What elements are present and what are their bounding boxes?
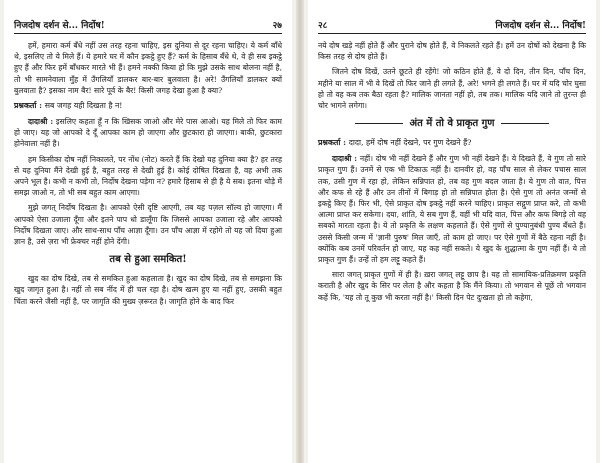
left-paragraph-4: मुझे जगत् निर्दोष दिखता है। आपको ऐसी दृष्टि आएगी, तब यह पज़ल सॉल्व हो जाएगा। मैं आपको ऐसा उजाला दूँगा और इतने पाप धो डालूँगा कि जिससे आपका उजाला रहे और आपको निर्दोष दिखता जाए। और साथ-साथ पाँच आज्ञा दूँगा। उन पाँच आज्ञा में रहोगे तो यह जो दिया हुआ ज्ञान है, उसे ज़रा भी फ्रेक्चर नहीं होने देंगी।	[14, 203, 282, 247]
dadashri-label: दादाश्री :	[332, 154, 358, 164]
dadashri-label: दादाश्री :	[28, 117, 54, 127]
right-header-title: निजदोष दर्शन से... निर्दोष!	[495, 21, 586, 31]
left-page	[4, 0, 292, 463]
left-page-number: २७	[272, 21, 282, 31]
right-section-title	[318, 116, 586, 132]
right-page	[308, 0, 596, 463]
answer-text: इसलिए कहता हूँ न कि खिसक जाओ और मेरे पास आओ। यह मिले तो फिर काम हो जाए। यह जो आपको दे दूँ आपका काम हो जाएगा और छुटकारा हो जाएगा। बाकी, छुटकारा होनेवाला नहीं है।	[14, 117, 282, 149]
answer-text: नहीं। दोष भी नहीं देखने हैं और गुण भी नहीं देखने हैं। ये दिखते हैं, वे गुण तो सारे प्राकृत गुण हैं। उनमें से एक भी टिकाऊ नहीं है। दानवीर हो, वह पाँच साल से लेकर पचास साल तक, उसी गुण में रहा हो, लेकिन सन्निपात हो, तब वह गुण बदल जाता है। ये गुण तो वात, पित्त और कफ से रहे हैं और उन तीनों में बिगाड़ हो तो सन्निपात होता है। ऐसे गुण तो अनंत जन्मों से इकट्ठे किए हैं। फिर भी, ऐसे प्राकृत दोष इकट्ठे नहीं करने चाहिए। प्राकृत सद्गुण प्राप्त करे, तो कभी आत्मा प्राप्त कर सकेगा। दया, शांति, ये सब गुण हैं, वहीं भी यदि वात, पित्त और कफ बिगड़े तो वह सबको मारता रहता है। ये तो प्रकृति के लक्षण कहलाते हैं। ऐसे गुणों से पुण्यानुबंधी पुण्य बँधते हैं। उससे किसी जन्म में 'ज्ञानी पुरुष' मिल जाएँ, तो काम हो जाए। पर ऐसे गुणों में बैठे रहना नहीं है। क्योंकि कब उनमें परिवर्तन हो जाए, यह कह नहीं सकते। ये खुद के शुद्धात्मा के गुण नहीं हैं। ये तो प्राकृत गुण हैं। उन्हें तो हम लट्टू कहते हैं।	[318, 154, 587, 265]
left-paragraph-1: हमें, हमारा कर्म बँधे नहीं उस तरह रहना चाहिए, इस दुनिया से दूर रहना चाहिए। ये कर्म बाँधे थे, इसलिए तो ये मिले हैं। ये हमारे घर में कौन इकट्ठे हुए हैं? कर्म के हिसाब बँधे थे, वे ही सब इकट्ठे हुए हैं और फिर हमें बाँधकर मारते भी हैं। हमने नक्की किया हो कि मुझे उसके साथ बोलना नहीं है, तो भी सामनेवाला मुँह में उँगलियाँ डालकर बार-बार बुलवाता है। अरे! उँगलियाँ डालकर क्यों बुलवाता है? इसका नाम बैर! सारे पूर्व के बैर! किसी जगह देखा हुआ है क्या?	[14, 41, 282, 95]
left-section-title: तब से हुआ समकित!	[109, 254, 187, 266]
left-header-title: निजदोष दर्शन से... निर्दोष!	[14, 21, 105, 31]
right-paragraph-3: सारा जगत् प्राकृत गुणों में ही है। ख़रा जगत् लट्टू छाप है। यह तो सामायिक-प्रतिक्रमण प्रकृति कराती है और खुद के सिर पर लेता है और कहता है कि मैंने किया। तो भगवान से पूछें तो भगवान कहें कि, 'यह तो तू कुछ भी करता नहीं है।' किसी दिन पेट दुःखता हो तो कहेगा,	[318, 270, 586, 302]
questioner-label: प्रश्नकर्ता :	[14, 101, 42, 111]
right-page-number: २८	[318, 21, 328, 31]
left-paragraph-3: हम किसीका दोष नहीं निकालते, पर नोंध (नोट) करते हैं कि देखो यह दुनिया क्या है? हर तरह से यह दुनिया मैंने देखी हुई है, बहुत तरह से देखी हुई है। कोई दोषित दिखता है, वह अभी तक अपने भूल है। कभी न कभी तो, निर्दोष देखना पड़ेगा न? हमारे हिसाब से ही है ये सब। इतना थोड़े में समझ जाओ न, तो भी सब बहुत काम आएगा।	[14, 154, 282, 198]
right-paragraph-2: जितने दोष दिखें, उतने छूटते ही रहेंगे! जो कठिन होते हैं, वे दो दिन, तीन दिन, पाँच दिन, महीने या साल में भी वे दिखें तो फिर जाने ही लगते हैं, अरे! भगने ही लगते हैं। घर में यदि चोर घुसा हो तो वह कब तक बैठा रहता है? मालिक जानता नहीं हो, तब तक। मालिक यदि जाने तो तुरन्त ही चोर भागने लगेगा।	[318, 67, 586, 111]
question-text: सब जगह यही दिखता है न!	[44, 101, 123, 111]
right-answer-1	[318, 153, 586, 265]
questioner-label: प्रश्नकर्ता :	[318, 138, 346, 148]
right-section-title-text: अंत में तो वे प्राकृत गुण	[409, 118, 495, 130]
right-question-1	[318, 137, 586, 149]
left-page-header	[14, 18, 282, 34]
left-paragraph-5: खुद का दोष दिखे, तब से समकित हुआ कहलाता है। खुद का दोष दिखे, तब से समझना कि खुद जागृत हुआ है। नहीं तो सब नींद में ही चल रहा है। दोष खत्म हुए या नहीं हुए, उसकी बहुत चिंता करने जैसी नहीं है, पर जागृति की मुख्य ज़रूरत है। जागृति होने के बाद फिर	[14, 274, 282, 306]
title-rule-left	[355, 123, 403, 124]
left-question-1	[14, 100, 282, 112]
right-page-header	[318, 18, 586, 34]
left-answer-1	[14, 116, 282, 150]
question-text: दादा, हमें दोष नहीं देखने, पर गुण देखने हैं?	[348, 138, 472, 148]
right-paragraph-1: नये दोष खड़े नहीं होते हैं और पुराने दोष होते हैं, वे निकलते रहते हैं। हमें उन दोषों को देखना है कि किस तरह से दोष होते हैं।	[318, 41, 586, 62]
book-gutter	[296, 0, 304, 463]
title-rule-right	[501, 123, 549, 124]
